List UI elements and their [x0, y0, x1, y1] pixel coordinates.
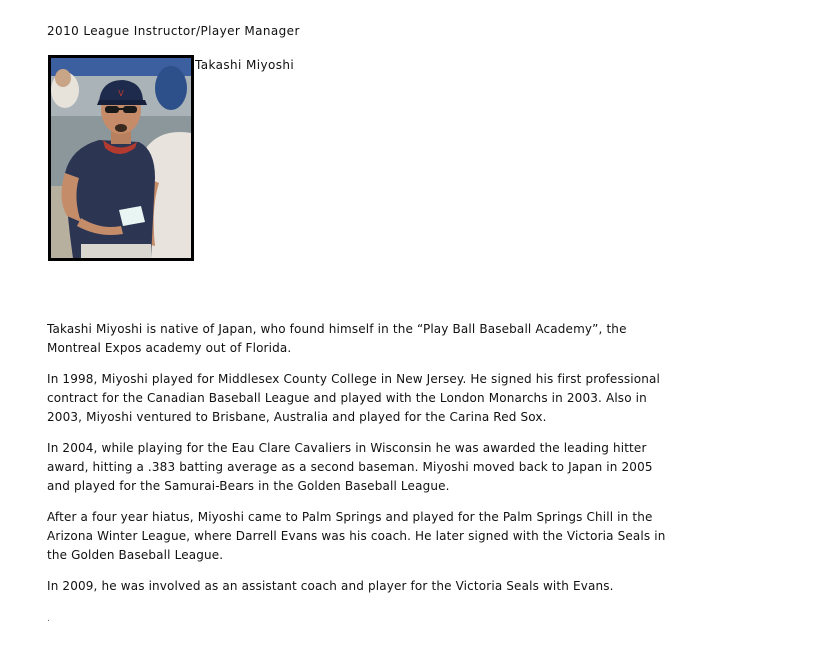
bio-paragraph: After a four year hiatus, Miyoshi came to Palm Springs and played for the Palm Springs Chill in the Arizona Winter League, where Darrell Evans was his coach. He later signed with the Victoria Seals in the Golden Baseball League.	[47, 510, 666, 562]
player-name: Takashi Miyoshi	[195, 58, 295, 72]
page-heading: 2010 League Instructor/Player Manager	[47, 24, 300, 38]
player-photo	[48, 55, 194, 261]
bio-paragraph: In 2009, he was involved as an assistant coach and player for the Victoria Seals with Evans.	[47, 579, 614, 593]
player-photo-image	[51, 58, 191, 258]
bio-paragraph: In 1998, Miyoshi played for Middlesex County College in New Jersey. He signed his first professional contract for the Canadian Baseball League and played with the London Monarchs in 2003. Also in 2003, Miyoshi ventured to Brisbane, Australia and played for the Carina Red Sox.	[47, 372, 660, 424]
bio-paragraph: In 2004, while playing for the Eau Clare Cavaliers in Wisconsin he was awarded the leading hitter award, hitting a .383 batting average as a second baseman. Miyoshi moved back to Japan in 2005 and played for the Samurai-Bears in the Golden Baseball League.	[47, 441, 653, 493]
bio-section	[47, 320, 687, 608]
trailing-mark: .	[47, 614, 50, 624]
svg-text:V: V	[118, 89, 124, 98]
bio-paragraph: Takashi Miyoshi is native of Japan, who found himself in the “Play Ball Baseball Academy”, the Montreal Expos academy out of Florida.	[47, 322, 627, 355]
